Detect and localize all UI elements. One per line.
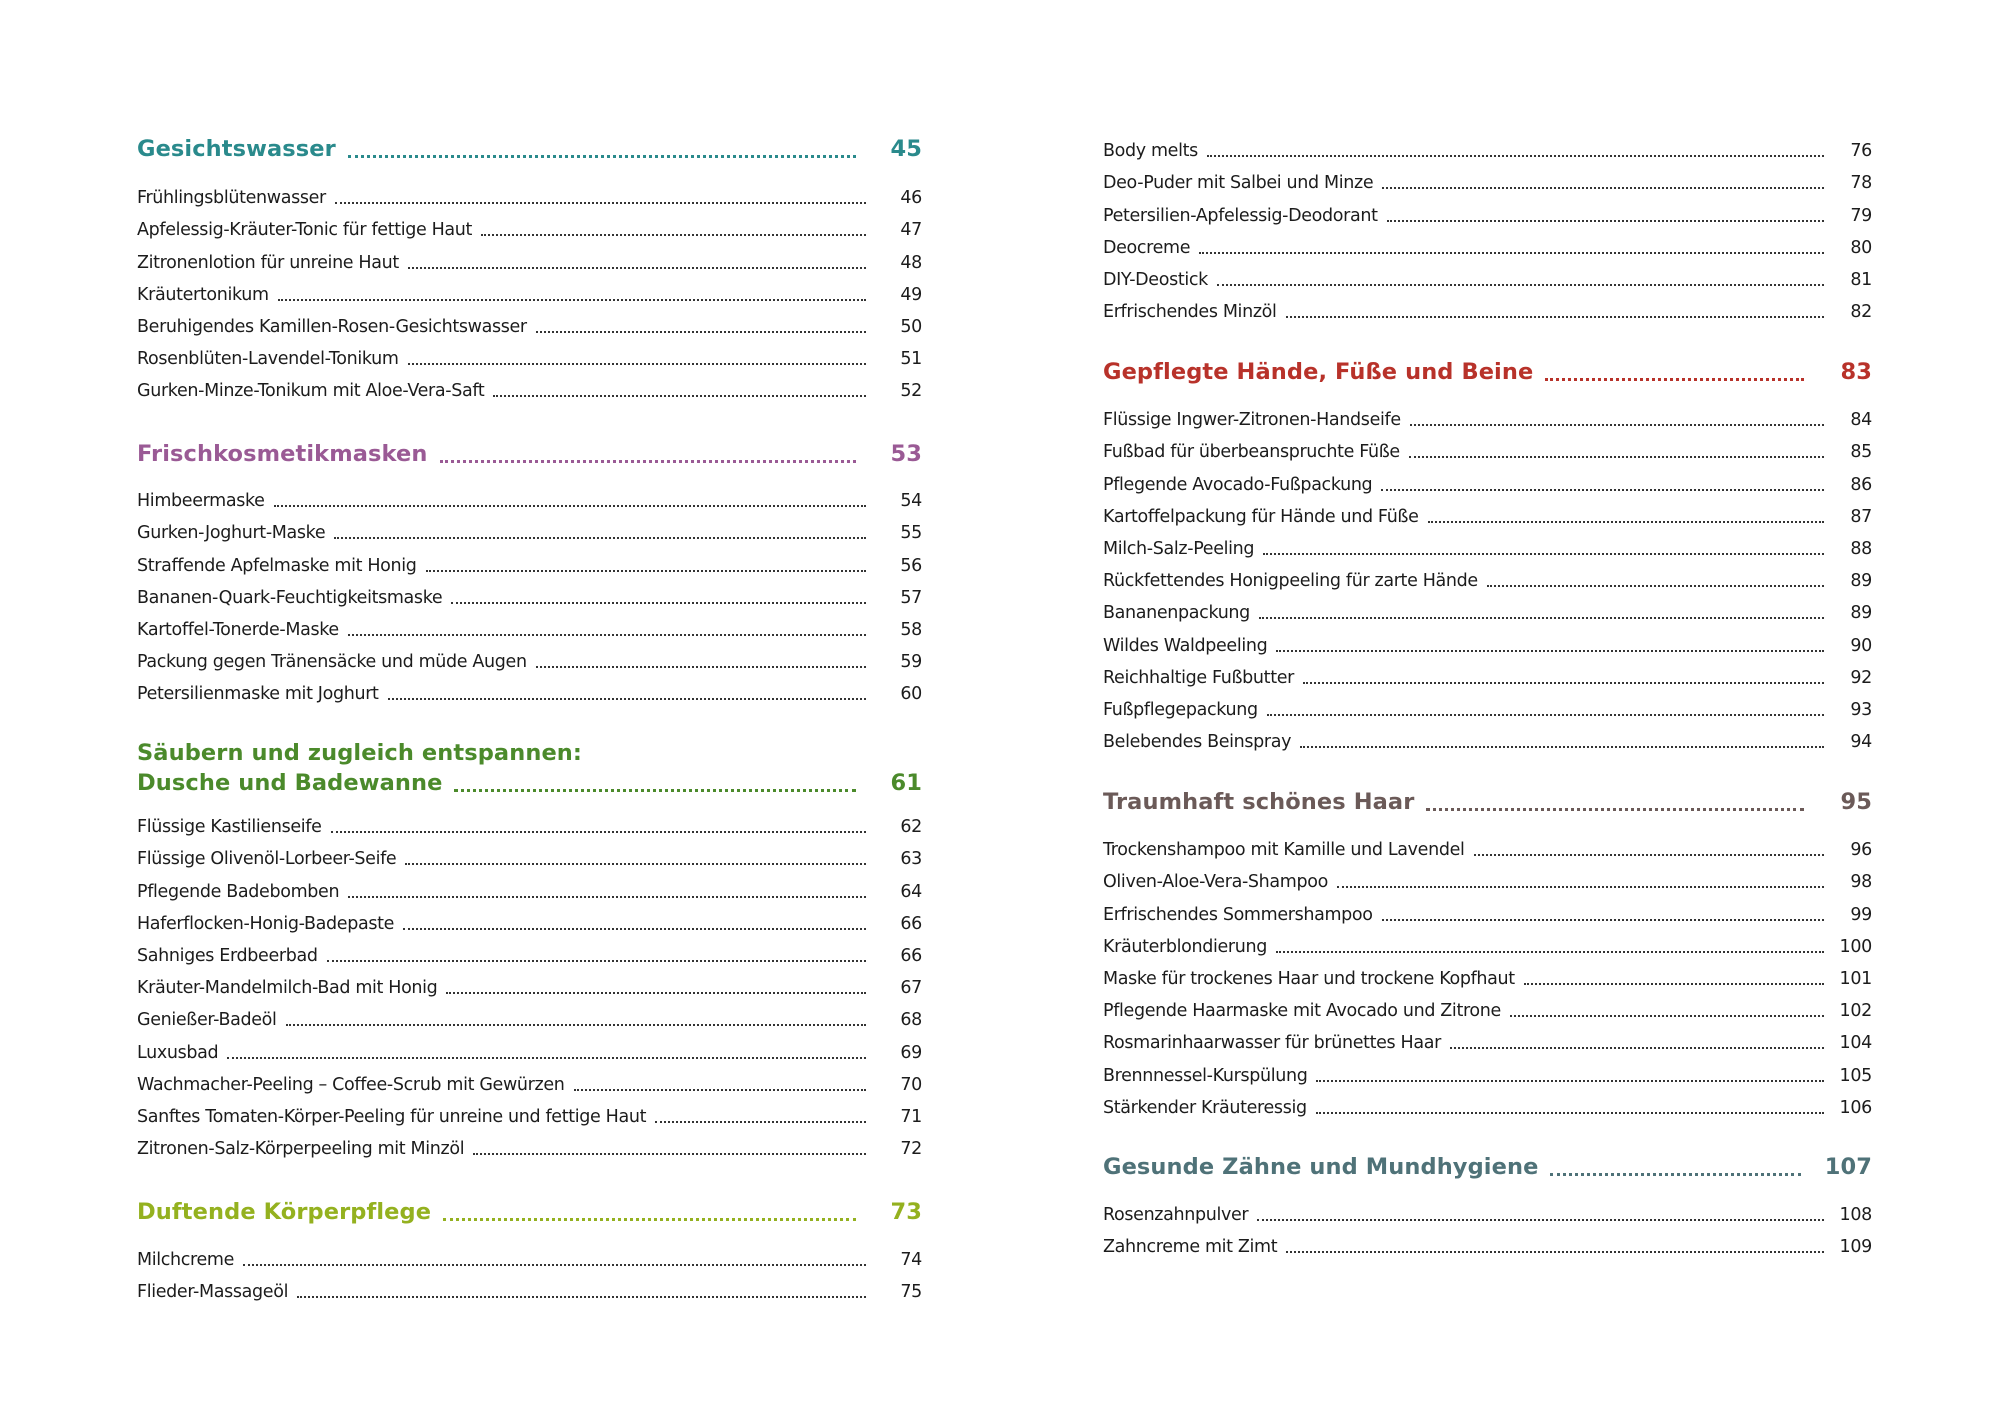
toc-entry[interactable] bbox=[137, 1239, 922, 1271]
section-page-number: 61 bbox=[890, 770, 922, 796]
entry-page-number: 66 bbox=[900, 945, 922, 966]
toc-section-haende-fuesse-beine bbox=[1103, 357, 1872, 753]
entry-title: Flieder-Massageöl bbox=[137, 1282, 289, 1303]
toc-entry[interactable] bbox=[1103, 130, 1872, 162]
dot-leader bbox=[1426, 808, 1804, 811]
dot-leader bbox=[348, 155, 856, 158]
entry-title: Pflegende Badebomben bbox=[137, 881, 340, 902]
toc-entry[interactable] bbox=[1103, 926, 1872, 958]
entry-page-number: 79 bbox=[1850, 205, 1872, 226]
entry-page-number: 108 bbox=[1839, 1205, 1872, 1226]
dot-leader bbox=[1428, 521, 1824, 523]
dot-leader bbox=[1337, 886, 1824, 888]
toc-entry[interactable] bbox=[1103, 829, 1872, 861]
dot-leader bbox=[574, 1089, 866, 1091]
entry-title: Maske für trockenes Haar und trockene Kopfhaut bbox=[1103, 968, 1515, 989]
entry-title: Fußbad für überbeanspruchte Füße bbox=[1103, 442, 1400, 463]
dot-leader bbox=[278, 299, 866, 301]
entry-title: Frühlingsblütenwasser bbox=[137, 188, 326, 209]
entry-page-number: 58 bbox=[900, 619, 922, 640]
toc-entry[interactable] bbox=[1103, 399, 1872, 431]
entry-page-number: 60 bbox=[900, 684, 922, 705]
entry-page-number: 46 bbox=[900, 188, 922, 209]
entry-title: Erfrischendes Minzöl bbox=[1103, 302, 1277, 323]
entry-title: Beruhigendes Kamillen-Rosen-Gesichtswasser bbox=[137, 316, 527, 337]
entry-title: Kräutertonikum bbox=[137, 284, 269, 305]
entry-title: Body melts bbox=[1103, 141, 1198, 162]
toc-entry[interactable] bbox=[1103, 1226, 1872, 1258]
entry-page-number: 51 bbox=[900, 349, 922, 370]
dot-leader bbox=[405, 863, 866, 865]
dot-leader bbox=[1316, 1080, 1824, 1082]
entry-list bbox=[137, 177, 922, 402]
toc-entry[interactable] bbox=[137, 274, 922, 306]
entry-page-number: 87 bbox=[1850, 506, 1872, 527]
toc-entry[interactable] bbox=[1103, 1022, 1872, 1054]
entry-page-number: 48 bbox=[900, 252, 922, 273]
section-heading[interactable] bbox=[137, 738, 922, 798]
section-title: Gesunde Zähne und Mundhygiene bbox=[1103, 1154, 1539, 1180]
entry-title: Sanftes Tomaten-Körper-Peeling für unreine und fettige Haut bbox=[137, 1106, 647, 1127]
section-title: Frischkosmetikmasken bbox=[137, 441, 428, 467]
dot-leader bbox=[1316, 1112, 1824, 1114]
section-page-number: 45 bbox=[890, 136, 922, 162]
section-page-number: 53 bbox=[890, 441, 922, 467]
entry-title: Trockenshampoo mit Kamille und Lavendel bbox=[1103, 840, 1465, 861]
toc-entry[interactable] bbox=[1103, 463, 1872, 495]
entry-page-number: 63 bbox=[900, 849, 922, 870]
entry-title: Apfelessig-Kräuter-Tonic für fettige Haut bbox=[137, 220, 473, 241]
dot-leader bbox=[1510, 1015, 1824, 1017]
dot-leader bbox=[348, 634, 866, 636]
toc-entry[interactable] bbox=[1103, 162, 1872, 194]
entry-page-number: 105 bbox=[1839, 1065, 1872, 1086]
dot-leader bbox=[1267, 714, 1824, 716]
entry-title: Milch-Salz-Peeling bbox=[1103, 538, 1255, 559]
toc-entry[interactable] bbox=[137, 935, 922, 967]
toc-entry[interactable] bbox=[137, 241, 922, 273]
toc-entry[interactable] bbox=[137, 209, 922, 241]
entry-title: Wildes Waldpeeling bbox=[1103, 635, 1268, 656]
section-title: Gesichtswasser bbox=[137, 136, 336, 162]
entry-title: Pflegende Avocado-Fußpackung bbox=[1103, 474, 1373, 495]
entry-page-number: 47 bbox=[900, 220, 922, 241]
entry-page-number: 78 bbox=[1850, 173, 1872, 194]
entry-page-number: 98 bbox=[1850, 872, 1872, 893]
entry-title: Petersilienmaske mit Joghurt bbox=[137, 684, 379, 705]
entry-page-number: 49 bbox=[900, 284, 922, 305]
dot-leader bbox=[1381, 489, 1824, 491]
dot-leader bbox=[388, 698, 866, 700]
toc-entry[interactable] bbox=[137, 903, 922, 935]
section-page-number: 73 bbox=[890, 1199, 922, 1225]
toc-entry[interactable] bbox=[1103, 1054, 1872, 1086]
entry-list bbox=[1103, 1194, 1872, 1258]
section-heading[interactable] bbox=[137, 134, 922, 164]
entry-page-number: 71 bbox=[900, 1106, 922, 1127]
toc-entry[interactable] bbox=[137, 1271, 922, 1303]
section-heading[interactable] bbox=[1103, 1152, 1872, 1182]
entry-title: Kartoffel-Tonerde-Maske bbox=[137, 619, 339, 640]
dot-leader bbox=[473, 1153, 866, 1155]
dot-leader bbox=[1276, 650, 1824, 652]
toc-entry[interactable] bbox=[1103, 560, 1872, 592]
entry-page-number: 66 bbox=[900, 913, 922, 934]
entry-list bbox=[1103, 399, 1872, 753]
entry-list bbox=[137, 480, 922, 705]
toc-entry[interactable] bbox=[137, 480, 922, 512]
toc-entry[interactable] bbox=[137, 806, 922, 838]
dot-leader bbox=[403, 928, 866, 930]
toc-section-dusche-badewanne bbox=[137, 738, 922, 1160]
entry-title: Oliven-Aloe-Vera-Shampoo bbox=[1103, 872, 1328, 893]
entry-title: Zitronenlotion für unreine Haut bbox=[137, 252, 399, 273]
dot-leader bbox=[348, 896, 866, 898]
toc-entry[interactable] bbox=[137, 870, 922, 902]
entry-title: Genießer-Badeöl bbox=[137, 1010, 277, 1031]
entry-title: Sahniges Erdbeerbad bbox=[137, 945, 318, 966]
toc-section-gesichtswasser bbox=[137, 134, 922, 402]
dot-leader bbox=[227, 1057, 866, 1059]
toc-entry[interactable] bbox=[1103, 1087, 1872, 1119]
entry-title: Himbeermaske bbox=[137, 491, 265, 512]
entry-title: Brennnessel-Kurspülung bbox=[1103, 1065, 1308, 1086]
toc-entry[interactable] bbox=[1103, 259, 1872, 291]
entry-title: Deocreme bbox=[1103, 237, 1191, 258]
toc-entry[interactable] bbox=[1103, 1194, 1872, 1226]
entry-page-number: 81 bbox=[1850, 269, 1872, 290]
dot-leader bbox=[454, 789, 856, 792]
entry-page-number: 76 bbox=[1850, 141, 1872, 162]
dot-leader bbox=[493, 395, 866, 397]
dot-leader bbox=[1300, 746, 1824, 748]
dot-leader bbox=[1474, 854, 1824, 856]
entry-page-number: 57 bbox=[900, 587, 922, 608]
entry-page-number: 94 bbox=[1850, 732, 1872, 753]
dot-leader bbox=[334, 537, 866, 539]
dot-leader bbox=[1382, 187, 1824, 189]
dot-leader bbox=[297, 1296, 866, 1298]
dot-leader bbox=[536, 666, 866, 668]
section-heading[interactable] bbox=[1103, 787, 1872, 817]
entry-title: Erfrischendes Sommershampoo bbox=[1103, 904, 1373, 925]
entry-page-number: 104 bbox=[1839, 1033, 1872, 1054]
entry-page-number: 68 bbox=[900, 1010, 922, 1031]
entry-list bbox=[137, 1239, 922, 1303]
entry-page-number: 85 bbox=[1850, 442, 1872, 463]
entry-page-number: 52 bbox=[900, 381, 922, 402]
entry-page-number: 62 bbox=[900, 817, 922, 838]
toc-entry[interactable] bbox=[137, 306, 922, 338]
section-page-number: 83 bbox=[1840, 359, 1872, 385]
section-page-number: 95 bbox=[1840, 789, 1872, 815]
entry-title: Zitronen-Salz-Körperpeeling mit Minzöl bbox=[137, 1139, 465, 1160]
toc-entry[interactable] bbox=[1103, 657, 1872, 689]
entry-page-number: 86 bbox=[1850, 474, 1872, 495]
section-title: Duftende Körperpflege bbox=[137, 1199, 432, 1225]
entry-title: Haferflocken-Honig-Badepaste bbox=[137, 913, 395, 934]
dot-leader bbox=[1199, 252, 1824, 254]
toc-entry[interactable] bbox=[137, 338, 922, 370]
toc-continued-entries bbox=[1103, 130, 1872, 323]
dot-leader bbox=[1550, 1173, 1800, 1176]
entry-page-number: 82 bbox=[1850, 302, 1872, 323]
entry-page-number: 92 bbox=[1850, 667, 1872, 688]
entry-title: Belebendes Beinspray bbox=[1103, 732, 1292, 753]
section-heading[interactable] bbox=[137, 439, 922, 469]
dot-leader bbox=[1387, 220, 1824, 222]
dot-leader bbox=[1409, 456, 1824, 458]
entry-page-number: 102 bbox=[1839, 1001, 1872, 1022]
entry-page-number: 93 bbox=[1850, 699, 1872, 720]
toc-entry[interactable] bbox=[1103, 990, 1872, 1022]
entry-title: Kartoffelpackung für Hände und Füße bbox=[1103, 506, 1419, 527]
entry-page-number: 72 bbox=[900, 1139, 922, 1160]
toc-entry[interactable] bbox=[137, 609, 922, 641]
toc-entry[interactable] bbox=[137, 177, 922, 209]
toc-entry[interactable] bbox=[137, 577, 922, 609]
dot-leader bbox=[536, 331, 866, 333]
dot-leader bbox=[440, 460, 857, 463]
entry-page-number: 55 bbox=[900, 523, 922, 544]
toc-entry[interactable] bbox=[137, 1128, 922, 1160]
entry-title: Petersilien-Apfelessig-Deodorant bbox=[1103, 205, 1378, 226]
dot-leader bbox=[1487, 585, 1824, 587]
entry-title: Gurken-Minze-Tonikum mit Aloe-Vera-Saft bbox=[137, 381, 485, 402]
entry-title: Flüssige Olivenöl-Lorbeer-Seife bbox=[137, 849, 397, 870]
dot-leader bbox=[243, 1264, 866, 1266]
toc-entry[interactable] bbox=[1103, 227, 1872, 259]
dot-leader bbox=[443, 1218, 856, 1221]
entry-title: Kräuterblondierung bbox=[1103, 936, 1268, 957]
dot-leader bbox=[1286, 316, 1824, 318]
toc-entry[interactable] bbox=[137, 967, 922, 999]
entry-page-number: 56 bbox=[900, 555, 922, 576]
entry-title: Bananenpackung bbox=[1103, 603, 1250, 624]
dot-leader bbox=[408, 363, 866, 365]
toc-entry[interactable] bbox=[1103, 721, 1872, 753]
dot-leader bbox=[1524, 983, 1824, 985]
dot-leader bbox=[1207, 155, 1824, 157]
entry-page-number: 80 bbox=[1850, 237, 1872, 258]
toc-section-duftende-koerperpflege bbox=[137, 1197, 922, 1303]
dot-leader bbox=[331, 831, 867, 833]
section-title: Gepflegte Hände, Füße und Beine bbox=[1103, 359, 1534, 385]
dot-leader bbox=[426, 570, 866, 572]
toc-entry[interactable] bbox=[1103, 958, 1872, 990]
toc-section-zaehne-mundhygiene bbox=[1103, 1152, 1872, 1258]
dot-leader bbox=[1545, 378, 1804, 381]
section-heading[interactable] bbox=[1103, 357, 1872, 387]
toc-entry[interactable] bbox=[137, 999, 922, 1031]
toc-entry[interactable] bbox=[1103, 431, 1872, 463]
dot-leader bbox=[335, 202, 866, 204]
dot-leader bbox=[1410, 424, 1824, 426]
entry-title: Pflegende Haarmaske mit Avocado und Zitrone bbox=[1103, 1001, 1501, 1022]
toc-entry[interactable] bbox=[1103, 528, 1872, 560]
dot-leader bbox=[655, 1121, 866, 1123]
entry-page-number: 89 bbox=[1850, 603, 1872, 624]
entry-title: Flüssige Ingwer-Zitronen-Handseife bbox=[1103, 410, 1401, 431]
entry-page-number: 106 bbox=[1839, 1097, 1872, 1118]
entry-title: Kräuter-Mandelmilch-Bad mit Honig bbox=[137, 978, 438, 999]
entry-page-number: 67 bbox=[900, 978, 922, 999]
entry-title: Packung gegen Tränensäcke und müde Augen bbox=[137, 652, 527, 673]
dot-leader bbox=[1382, 919, 1824, 921]
toc-section-frischkosmetikmasken bbox=[137, 439, 922, 705]
entry-title: Fußpflegepackung bbox=[1103, 699, 1258, 720]
dot-leader bbox=[327, 960, 866, 962]
dot-leader bbox=[481, 234, 866, 236]
toc-entry[interactable] bbox=[1103, 592, 1872, 624]
entry-page-number: 96 bbox=[1850, 840, 1872, 861]
entry-title: Reichhaltige Fußbutter bbox=[1103, 667, 1294, 688]
entry-list bbox=[1103, 829, 1872, 1119]
entry-title: DIY-Deostick bbox=[1103, 269, 1208, 290]
entry-title: Gurken-Joghurt-Maske bbox=[137, 523, 326, 544]
toc-entry[interactable] bbox=[1103, 291, 1872, 323]
dot-leader bbox=[286, 1024, 866, 1026]
section-heading[interactable] bbox=[137, 1197, 922, 1227]
entry-list bbox=[1103, 130, 1872, 323]
toc-entry[interactable] bbox=[137, 641, 922, 673]
dot-leader bbox=[1303, 682, 1824, 684]
entry-title: Rückfettendes Honigpeeling für zarte Hände bbox=[1103, 571, 1478, 592]
entry-title: Rosenblüten-Lavendel-Tonikum bbox=[137, 349, 399, 370]
toc-entry[interactable] bbox=[1103, 861, 1872, 893]
entry-page-number: 84 bbox=[1850, 410, 1872, 431]
dot-leader bbox=[1217, 284, 1824, 286]
section-page-number: 107 bbox=[1824, 1154, 1872, 1180]
entry-title: Rosenzahnpulver bbox=[1103, 1205, 1249, 1226]
toc-entry[interactable] bbox=[1103, 194, 1872, 226]
dot-leader bbox=[1450, 1047, 1824, 1049]
entry-page-number: 101 bbox=[1839, 968, 1872, 989]
entry-page-number: 109 bbox=[1839, 1237, 1872, 1258]
entry-page-number: 70 bbox=[900, 1074, 922, 1095]
toc-entry[interactable] bbox=[1103, 624, 1872, 656]
toc-entry[interactable] bbox=[1103, 689, 1872, 721]
entry-page-number: 54 bbox=[900, 491, 922, 512]
entry-title: Zahncreme mit Zimt bbox=[1103, 1237, 1278, 1258]
section-title: Dusche und Badewanne bbox=[137, 770, 443, 796]
entry-title: Straffende Apfelmaske mit Honig bbox=[137, 555, 417, 576]
entry-title: Deo-Puder mit Salbei und Minze bbox=[1103, 173, 1374, 194]
entry-title: Flüssige Kastilienseife bbox=[137, 817, 322, 838]
entry-list bbox=[137, 806, 922, 1160]
entry-page-number: 75 bbox=[900, 1282, 922, 1303]
section-title: Traumhaft schönes Haar bbox=[1103, 789, 1415, 815]
dot-leader bbox=[1259, 617, 1824, 619]
dot-leader bbox=[274, 505, 866, 507]
entry-title: Stärkender Kräuteressig bbox=[1103, 1097, 1307, 1118]
entry-page-number: 88 bbox=[1850, 538, 1872, 559]
entry-page-number: 74 bbox=[900, 1250, 922, 1271]
dot-leader bbox=[1286, 1251, 1824, 1253]
entry-page-number: 69 bbox=[900, 1042, 922, 1063]
entry-title: Luxusbad bbox=[137, 1042, 219, 1063]
toc-entry[interactable] bbox=[137, 673, 922, 705]
section-title-line1: Säubern und zugleich entspannen: bbox=[137, 740, 583, 766]
entry-title: Milchcreme bbox=[137, 1250, 235, 1271]
entry-page-number: 59 bbox=[900, 652, 922, 673]
entry-page-number: 100 bbox=[1839, 936, 1872, 957]
toc-entry[interactable] bbox=[137, 1064, 922, 1096]
dot-leader bbox=[408, 267, 866, 269]
entry-page-number: 50 bbox=[900, 316, 922, 337]
entry-title: Rosmarinhaarwasser für brünettes Haar bbox=[1103, 1033, 1441, 1054]
toc-entry[interactable] bbox=[1103, 496, 1872, 528]
toc-entry[interactable] bbox=[137, 370, 922, 402]
dot-leader bbox=[1257, 1219, 1824, 1221]
entry-page-number: 89 bbox=[1850, 571, 1872, 592]
toc-entry[interactable] bbox=[137, 1031, 922, 1063]
toc-section-haar bbox=[1103, 787, 1872, 1119]
entry-page-number: 90 bbox=[1850, 635, 1872, 656]
toc-entry[interactable] bbox=[137, 1096, 922, 1128]
dot-leader bbox=[446, 992, 866, 994]
toc-entry[interactable] bbox=[1103, 893, 1872, 925]
dot-leader bbox=[451, 602, 866, 604]
toc-entry[interactable] bbox=[137, 544, 922, 576]
entry-page-number: 64 bbox=[900, 881, 922, 902]
entry-page-number: 99 bbox=[1850, 904, 1872, 925]
dot-leader bbox=[1263, 553, 1824, 555]
entry-title: Wachmacher-Peeling – Coffee-Scrub mit Gewürzen bbox=[137, 1074, 565, 1095]
dot-leader bbox=[1276, 951, 1824, 953]
toc-entry[interactable] bbox=[137, 838, 922, 870]
toc-entry[interactable] bbox=[137, 512, 922, 544]
entry-title: Bananen-Quark-Feuchtigkeitsmaske bbox=[137, 587, 443, 608]
